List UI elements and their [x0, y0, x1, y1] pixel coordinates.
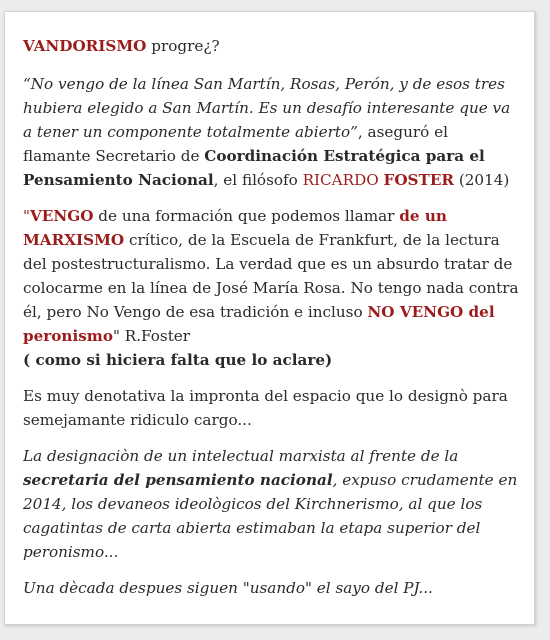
text-fragment: , aseguró el flamante Secretario de	[23, 123, 448, 165]
paragraph-foster-statement	[23, 204, 520, 372]
title-keyword: VANDORISMO	[23, 37, 147, 55]
person-last-name: FOSTER	[383, 171, 455, 189]
text-fragment: crítico, de la Escuela de Frankfurt, de la lectura del postestructuralismo. La verdad que es un absurdo tratar de colocarme en la línea de José María Rosa. No tengo nada contra él, pero No Vengo de esa tradición e incluso	[23, 231, 519, 321]
author-aside: ( como si hiciera falta que lo aclare)	[23, 351, 333, 369]
text-fragment: , expuso crudamente en 2014, los devaneos ideològicos del Kirchnerismo, al que los cagatintas de carta abierta estimaban la etapa superior del peronismo...	[23, 471, 518, 561]
paragraph-designation	[23, 444, 520, 564]
paragraph-foster-appointment	[23, 72, 520, 192]
open-quote: "	[23, 207, 30, 225]
year-text: (2014)	[454, 171, 510, 189]
person-first-name: RICARDO	[302, 171, 384, 189]
secretaria-emphasis: secretaria del pensamiento nacional	[23, 471, 333, 489]
paragraph-closing: Una dècada despues siguen "usando" el sayo del PJ...	[23, 579, 433, 597]
text-fragment: de una formación que podemos llamar	[93, 207, 400, 225]
title-rest: progre¿?	[146, 37, 220, 55]
foster-quote: “No vengo de la línea San Martín, Rosas, Perón, y de esos tres hubiera elegido a San Martín. Es un desafío interesante que va a tener un componente totalmente abierto”	[23, 75, 511, 141]
text-fragment: La designaciòn de un intelectual marxista al frente de la	[23, 447, 459, 465]
marxismo-emphasis: de un MARXISMO	[23, 207, 447, 249]
office-name: Coordinación Estratégica para el Pensamiento Nacional	[23, 147, 485, 189]
post-title	[23, 34, 520, 58]
post-card	[4, 11, 535, 625]
text-fragment: , el filósofo	[213, 171, 303, 189]
statement-attribution: " R.Foster	[112, 327, 191, 345]
no-vengo-emphasis: NO VENGO del peronismo	[23, 303, 495, 345]
vengo-emphasis: VENGO	[30, 207, 94, 225]
paragraph-commentary: Es muy denotativa la impronta del espacio que lo designò para semejamante ridiculo cargo...	[23, 387, 508, 429]
